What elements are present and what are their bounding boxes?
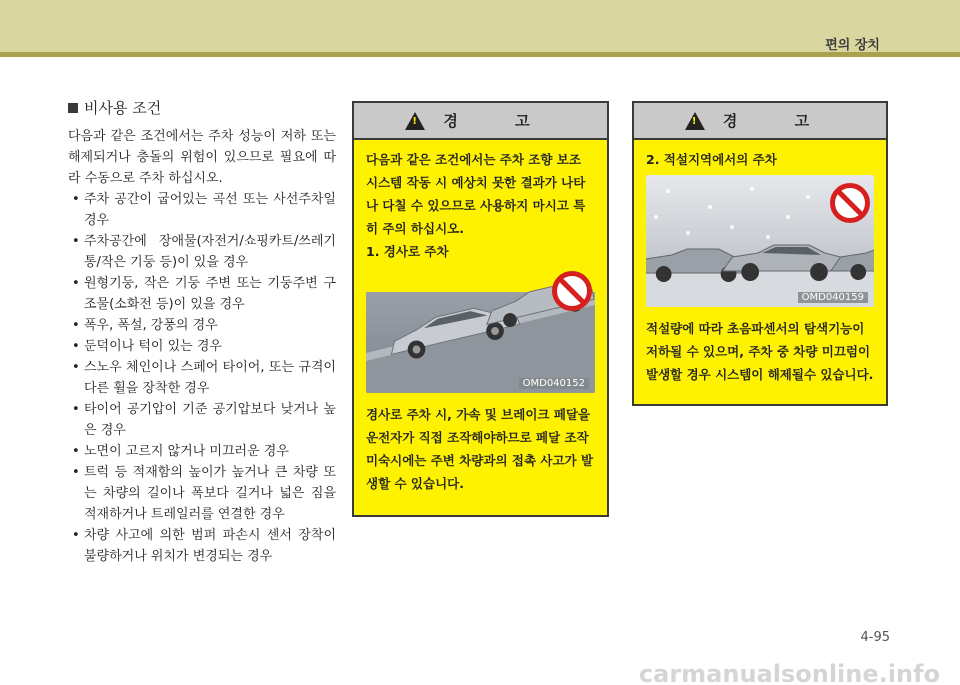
warning-header xyxy=(634,103,886,140)
warning-subtitle: 2. 적설지역에서의 주차 xyxy=(646,152,777,167)
chapter-title: 편의 장치 xyxy=(825,38,880,53)
list-item: • 노면이 고르지 않거나 미끄러운 경우 xyxy=(68,441,336,462)
watermark-text: carmanualsonline.info xyxy=(638,660,940,685)
warning-subtitle: 1. 경사로 주차 xyxy=(366,244,449,259)
list-item: • 트럭 등 적재함의 높이가 높거나 큰 차량 또는 차량의 길이나 폭보다 길거나 넓은 짐을 적재하거나 트레일러를 연결한 경우 xyxy=(68,462,336,525)
warning-triangle-icon: ! xyxy=(405,112,425,130)
section-title-text: 비사용 조건 xyxy=(84,99,162,117)
intro-paragraph: 다음과 같은 조건에서는 주차 성능이 저하 또는 해제되거나 충돌의 위험이 있으므로 필요에 따라 수동으로 주차 하십시오. xyxy=(68,129,336,186)
image-code: OMD040159 xyxy=(798,292,868,303)
warning-header xyxy=(354,103,607,140)
warning-title: 경 고 xyxy=(722,112,836,130)
list-item: • 스노우 체인이나 스페어 타이어, 또는 규격이 다른 휠을 장착한 경우 xyxy=(68,357,336,399)
header-divider xyxy=(0,52,960,57)
header-bar xyxy=(0,0,960,52)
square-bullet-icon xyxy=(68,103,78,113)
list-item: • 타이어 공기압이 기준 공기압보다 낮거나 높은 경우 xyxy=(68,399,336,441)
list-item: • 주차공간에 장애물(자전거/쇼핑카트/쓰레기통/작은 기둥 등)이 있을 경우 xyxy=(68,231,336,273)
list-item: • 주차 공간이 굽어있는 곡선 또는 사선주차일 경우 xyxy=(68,189,336,231)
warning-body: 적설량에 따라 초음파센서의 탐색기능이 저하될 수 있으며, 주차 중 차량 미끄럼이 발생할 경우 시스템이 해제될수 있습니다. xyxy=(646,321,874,382)
list-item: • 둔덕이나 턱이 있는 경우 xyxy=(68,336,336,357)
warning-triangle-icon: ! xyxy=(685,112,705,130)
warning-box-slope xyxy=(352,101,609,517)
prohibition-icon xyxy=(552,271,592,311)
condition-list xyxy=(68,189,336,567)
page-number: 4-95 xyxy=(860,630,890,645)
left-column xyxy=(68,97,336,567)
list-item: • 폭우, 폭설, 강풍의 경우 xyxy=(68,315,336,336)
list-item: • 원형기둥, 작은 기둥 주변 또는 기둥주변 구조물(소화전 등)이 있을 경우 xyxy=(68,273,336,315)
warning-intro: 다음과 같은 조건에서는 주차 조향 보조 시스템 작동 시 예상치 못한 결과가 나타나 다칠 수 있으므로 사용하지 마시고 특히 주의 하십시오. xyxy=(366,152,586,236)
warning-body: 경사로 주차 시, 가속 및 브레이크 페달을 운전자가 직접 조작해야하므로 페달 조작 미숙시에는 주변 차량과의 접촉 사고가 발생할 수 있습니다. xyxy=(366,407,594,491)
snow-parking-illustration xyxy=(646,175,874,307)
warning-box-snow xyxy=(632,101,888,406)
section-title xyxy=(68,97,336,118)
list-item: • 차량 사고에 의한 범퍼 파손시 센서 장착이 불량하거나 위치가 변경되는 경우 xyxy=(68,525,336,567)
image-code: OMD040152 xyxy=(519,378,589,389)
slope-parking-illustration xyxy=(366,267,595,393)
prohibition-icon xyxy=(830,183,870,223)
warning-title: 경 고 xyxy=(443,112,556,130)
